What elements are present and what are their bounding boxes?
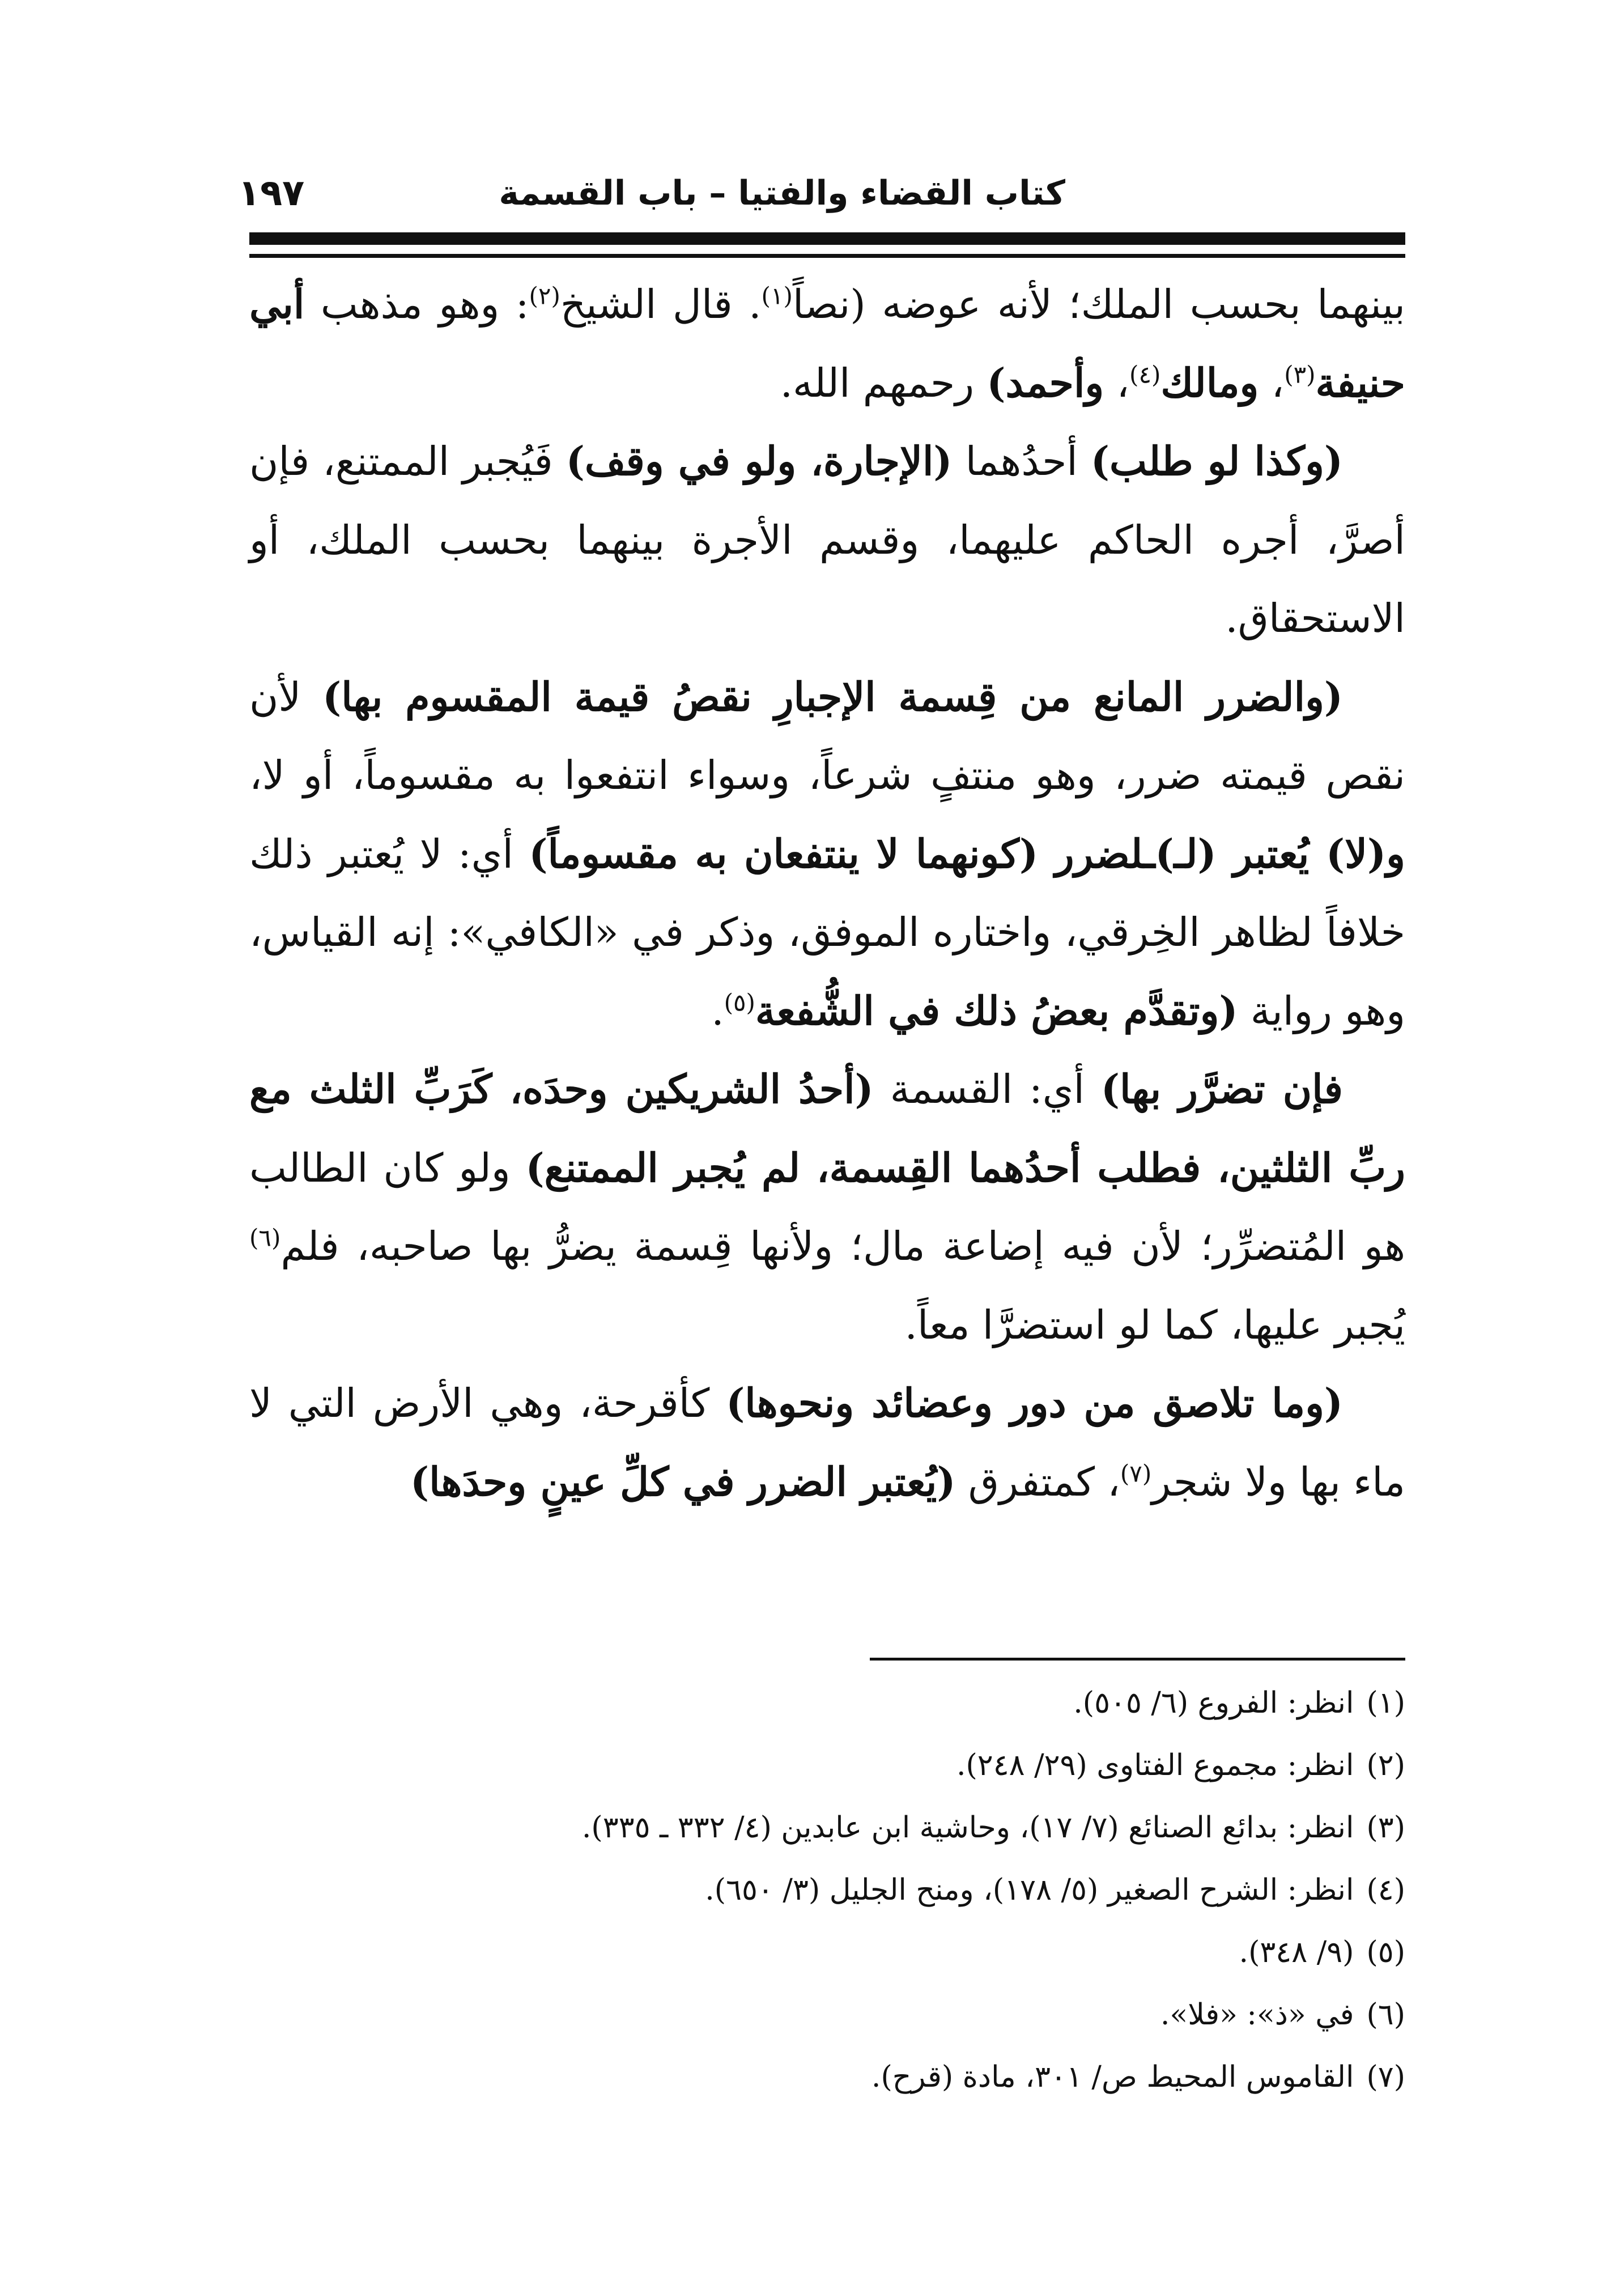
- matn-text: (الإجارة، ولو في وقف): [566, 438, 953, 485]
- footnote-text: (٩/ ٣٤٨).: [1239, 1935, 1354, 1969]
- sharh-text: كأقرحة، وهي الأرض التي لا ماء بها ولا شجر: [249, 1380, 1405, 1505]
- header-rule-thick: [249, 232, 1405, 245]
- footnote: [249, 1859, 1405, 1921]
- matn-text: (وكذا لو طلب): [1090, 438, 1343, 485]
- matn-text: (وتقدَّم بعضُ ذلك في الشُّفعة: [755, 987, 1238, 1034]
- sharh-text: ،: [1104, 359, 1130, 406]
- footnote-marker: (٤): [1129, 360, 1161, 389]
- footnote: [249, 1734, 1405, 1797]
- matn-text: و(لا) يُعتبر (لـ)ـلضرر (كونهما لا ينتفعان به مقسوماً): [529, 830, 1405, 877]
- page-number: ١٩٧: [238, 172, 305, 214]
- matn-text: وأحمد): [987, 359, 1104, 406]
- running-title: كتاب القضاء والفتيا – باب القسمة: [499, 173, 1065, 213]
- sharh-text: أي: القسمة: [873, 1066, 1101, 1112]
- matn-text: (وما تلاصق من دور وعضائد ونحوها): [726, 1379, 1343, 1426]
- paragraph: [249, 265, 1405, 422]
- sharh-text: ، كمتفرق: [955, 1458, 1120, 1505]
- paragraph: [249, 1364, 1405, 1521]
- footnote-number: (٣): [1366, 1811, 1405, 1845]
- matn-text: أبي حنيفة: [249, 281, 1405, 406]
- matn-text: (يُعتبر الضرر في كلِّ عينٍ وحدَها): [410, 1458, 956, 1505]
- sharh-text: بينهما بحسب الملك؛ لأنه عوضه (نصاً: [792, 281, 1405, 328]
- footnote-marker: (٣): [1284, 360, 1316, 389]
- page-header: [238, 168, 1405, 219]
- sharh-text: ولو كان الطالب هو المُتضرِّر؛ لأن فيه إضاعة مال؛ ولأنها قِسمة يضرُّ بها صاحبه، فلم: [249, 1144, 1405, 1269]
- main-text: [249, 265, 1405, 1521]
- sharh-text: رحمهم الله.: [780, 359, 987, 406]
- sharh-text: . قال الشيخ: [560, 281, 762, 328]
- footnote-separator: [870, 1658, 1405, 1661]
- paragraph: [249, 1050, 1405, 1364]
- sharh-text: يُجبر عليها، كما لو استضرَّا معاً.: [904, 1301, 1405, 1348]
- footnote-number: (٧): [1366, 2060, 1405, 2094]
- footnote: [249, 1984, 1405, 2046]
- footnote-text: انظر: الفروع (٦/ ٥٠٥).: [1073, 1686, 1354, 1720]
- sharh-text: : وهو مذهب: [304, 281, 529, 328]
- footnote-number: (٢): [1366, 1748, 1405, 1782]
- footnote-text: انظر: بدائع الصنائع (٧/ ١٧)، وحاشية ابن عابدين (٤/ ٣٣٢ ـ ٣٣٥).: [581, 1811, 1354, 1845]
- footnote-text: في «ذ»: «فلا».: [1160, 1998, 1354, 2032]
- footnote-marker: (١): [761, 282, 793, 310]
- footnote-number: (١): [1366, 1686, 1405, 1720]
- paragraph: [249, 658, 1405, 1051]
- footnote-marker: (٢): [529, 282, 560, 310]
- header-rule-thin: [249, 254, 1405, 258]
- matn-text: فإن تضرَّر بها): [1100, 1065, 1343, 1112]
- matn-text: (والضرر المانع من قِسمة الإجبارِ نقصُ قيمة المقسوم بها): [322, 673, 1343, 720]
- sharh-text: ،: [1259, 359, 1285, 406]
- sharh-text: أحدُهما: [952, 438, 1091, 485]
- sharh-text: أي: لا يُعتبر ذلك خلافاً لظاهر الخِرقي، واختاره الموفق، وذكر في «الكافي»: إنه القياس، وهو رواية: [249, 830, 1405, 1034]
- paragraph: [249, 422, 1405, 658]
- footnote-number: (٤): [1366, 1873, 1405, 1907]
- footnote-text: انظر: مجموع الفتاوى (٢٩/ ٢٤٨).: [956, 1748, 1354, 1782]
- footnote-text: القاموس المحيط ص/ ٣٠١، مادة (قرح).: [871, 2060, 1354, 2094]
- footnote-marker: (٦): [249, 1224, 281, 1252]
- matn-text: ومالك: [1160, 359, 1259, 406]
- footnote-text: انظر: الشرح الصغير (٥/ ١٧٨)، ومنح الجليل (٣/ ٦٥٠).: [705, 1873, 1354, 1907]
- sharh-text: .: [711, 987, 724, 1034]
- matn-text: (أحدُ الشريكين وحدَه، كَرَبِّ الثلث مع ربِّ الثلثين، فطلب أحدُهما القِسمة، لم يُجبر الممتنع): [249, 1065, 1405, 1191]
- footnote-number: (٦): [1366, 1998, 1405, 2032]
- footnote-number: (٥): [1366, 1935, 1405, 1969]
- footnote-marker: (٥): [724, 988, 755, 1017]
- footnote: [249, 1921, 1405, 1984]
- footnote: [249, 2046, 1405, 2108]
- footnotes: [249, 1672, 1405, 2108]
- footnote: [249, 1672, 1405, 1734]
- footnote: [249, 1797, 1405, 1859]
- footnote-marker: (٧): [1120, 1459, 1152, 1488]
- sharh-text: لأن نقص قيمته ضرر، وهو منتفٍ شرعاً، وسواء انتفعوا به مقسوماً، أو لا،: [249, 673, 1405, 799]
- sharh-text: فَيُجبر الممتنع، فإن أصرَّ، أجره الحاكم عليهما، وقسم الأجرة بينهما بحسب الملك، أو الاستحقاق.: [249, 438, 1405, 642]
